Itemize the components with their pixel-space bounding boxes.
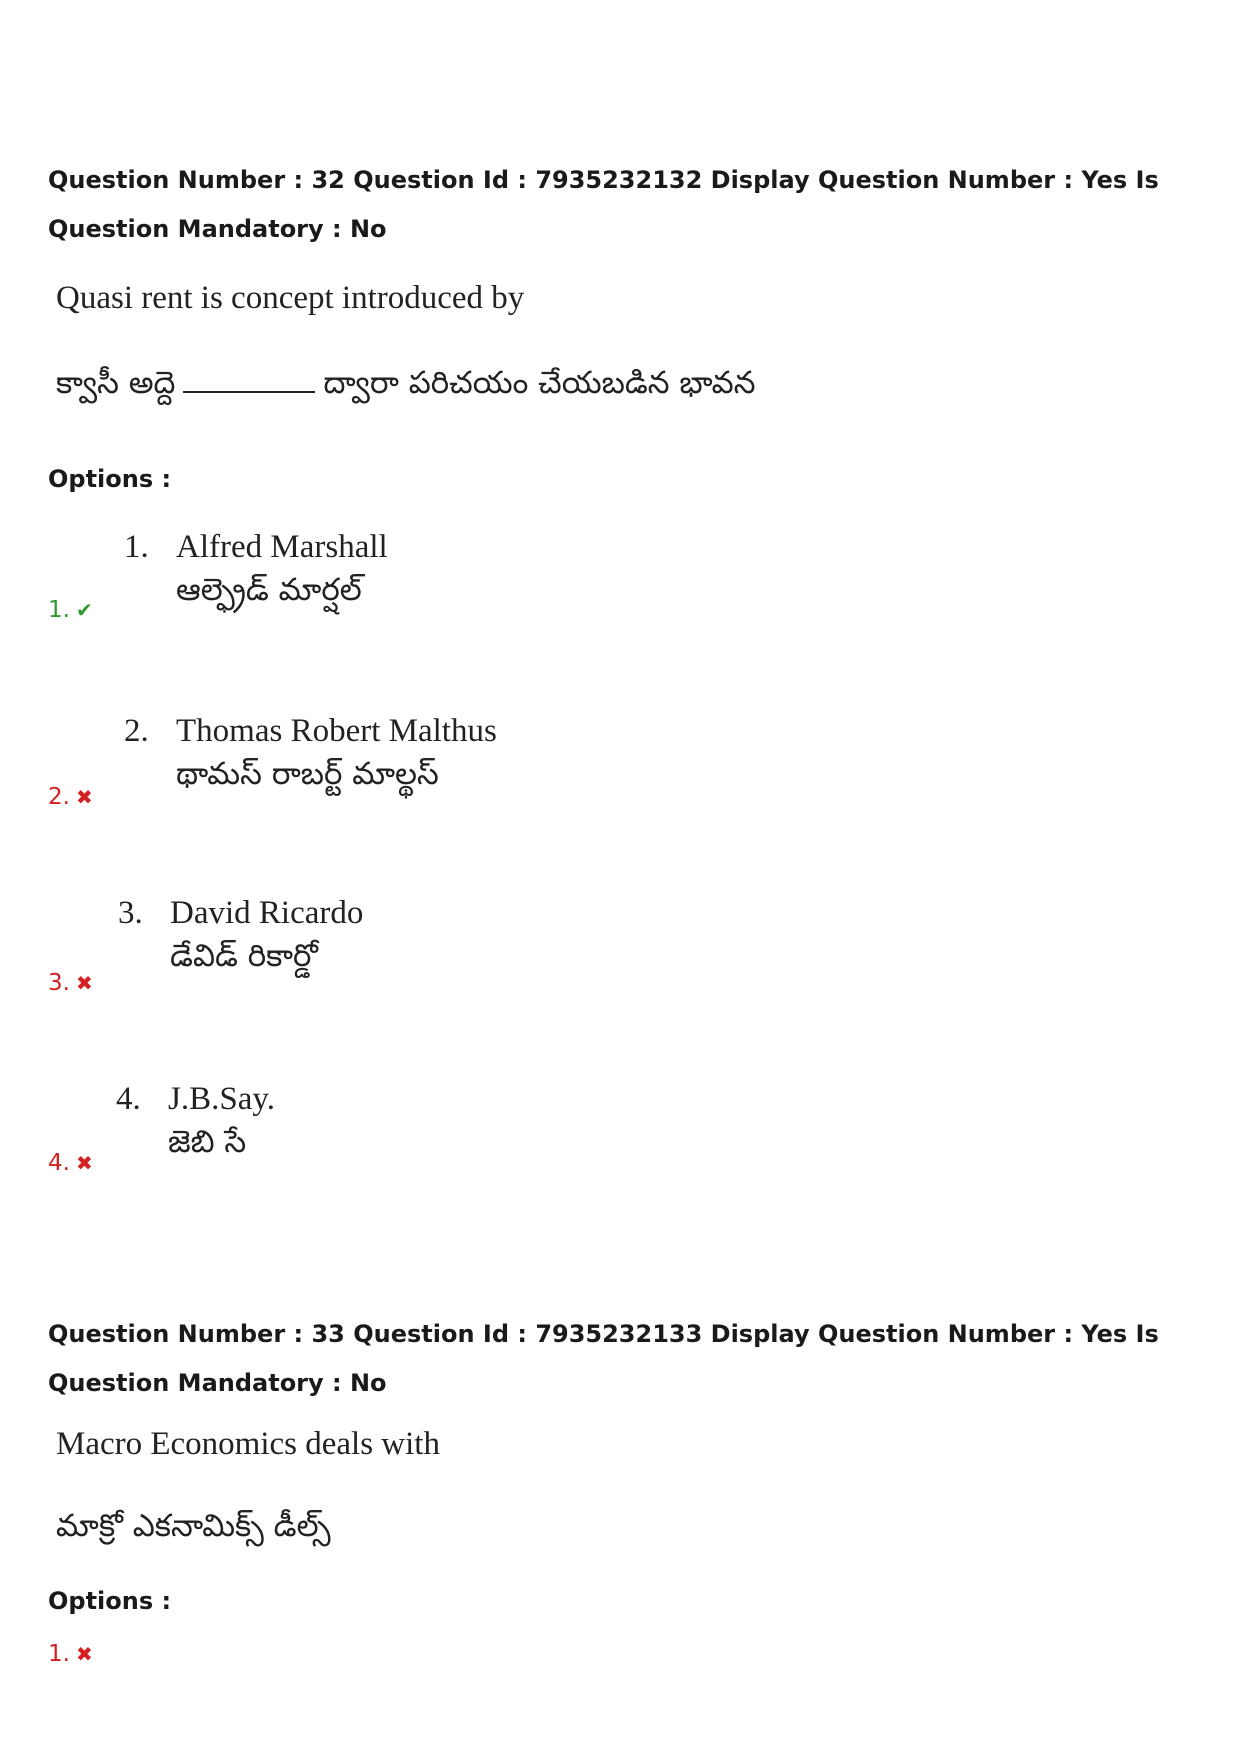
- cross-mark-icon: ✖: [75, 971, 93, 995]
- question-text-telugu-part2: ద్వారా పరిచయం చేయబడిన భావన: [323, 365, 756, 401]
- option-text-telugu: థామస్ రాబర్ట్ మాల్థస్: [176, 756, 439, 792]
- option-3-content: [118, 893, 363, 979]
- question-header: Question Number : 33 Question Id : 7935232133 Display Question Number : Yes Is Question Mandatory : No: [48, 1320, 1159, 1397]
- option-2-marker: [48, 784, 93, 810]
- option-number: 1.: [124, 529, 149, 565]
- options-label: Options :: [48, 1587, 172, 1615]
- options-label: Options :: [48, 465, 172, 493]
- cross-mark-icon: ✖: [75, 1642, 93, 1666]
- option-marker-number: 2.: [48, 784, 70, 810]
- fill-in-blank: [183, 390, 315, 393]
- option-text-telugu: జెబి సే: [168, 1124, 247, 1160]
- option-number: 2.: [124, 713, 149, 749]
- check-mark-icon: ✔: [75, 598, 93, 622]
- option-1-content: [124, 527, 388, 613]
- option-1-marker: [48, 1641, 93, 1667]
- question-text-english: Macro Economics deals with: [56, 1426, 440, 1462]
- option-text-english: Alfred Marshall: [176, 529, 388, 565]
- cross-mark-icon: ✖: [75, 785, 93, 809]
- option-marker-number: 3.: [48, 970, 70, 996]
- option-marker-number: 4.: [48, 1150, 70, 1176]
- option-4-content: [116, 1079, 275, 1165]
- option-text-english: J.B.Say.: [168, 1081, 275, 1117]
- option-4-marker: [48, 1150, 93, 1176]
- option-marker-number: 1.: [48, 1641, 70, 1667]
- question-text-telugu: మాక్రో ఎకనామిక్స్ డీల్స్: [56, 1508, 331, 1544]
- option-number: 3.: [118, 895, 143, 931]
- question-text-telugu: [56, 365, 755, 408]
- option-text-telugu: ఆల్ఫ్రెడ్ మార్షల్: [176, 572, 362, 608]
- question-header: Question Number : 32 Question Id : 7935232132 Display Question Number : Yes Is Question Mandatory : No: [48, 166, 1159, 243]
- option-text-english: Thomas Robert Malthus: [176, 713, 497, 749]
- question-text-english: Quasi rent is concept introduced by: [56, 280, 525, 316]
- option-2-content: [124, 711, 497, 797]
- option-marker-number: 1.: [48, 597, 70, 623]
- option-text-english: David Ricardo: [170, 895, 364, 931]
- option-number: 4.: [116, 1081, 141, 1117]
- option-text-telugu: డేవిడ్ రికార్డో: [170, 938, 318, 974]
- question-text-telugu-part1: క్వాసీ అద్దె: [56, 365, 176, 401]
- option-3-marker: [48, 970, 93, 996]
- option-1-marker: [48, 597, 93, 623]
- cross-mark-icon: ✖: [75, 1151, 93, 1175]
